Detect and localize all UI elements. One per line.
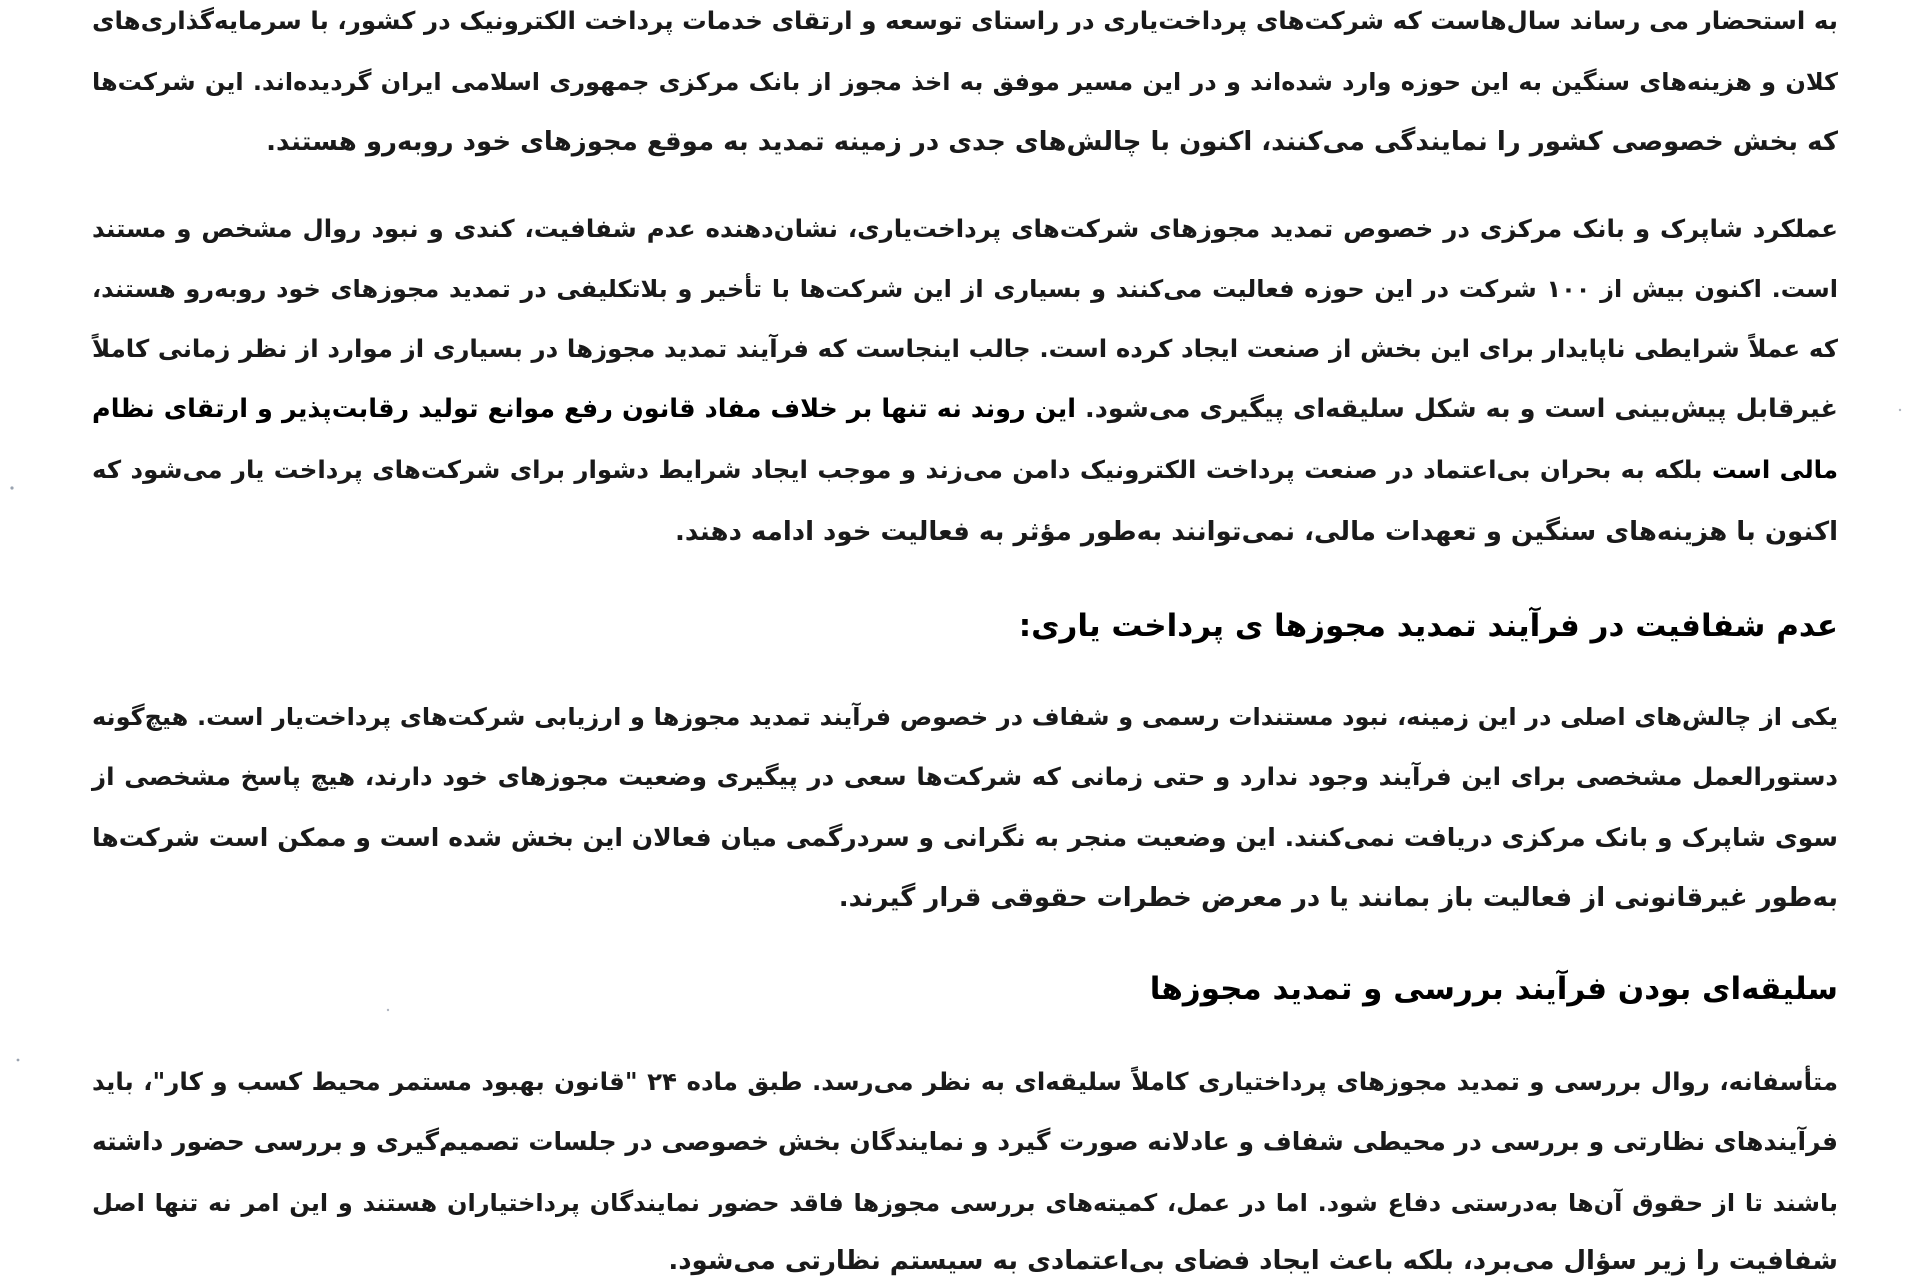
paragraph-3-line-1: یکی از چالش‌های اصلی در این زمینه، نبود مستندات رسمی و شفاف در خصوص فرآیند تمدید مجوزها و ارزیابی شرکت‌های پرداخت‌یار است. هیچ‌گونه — [92, 703, 1838, 731]
section-heading-arbitrary-review: سلیقه‌ای بودن فرآیند بررسی و تمدید مجوزها — [1149, 971, 1838, 1007]
paragraph-2-line-4-emphasis: این روند نه تنها بر خلاف مفاد قانون رفع موانع تولید رقابت‌پذیر و ارتقای نظام — [92, 394, 1076, 424]
paragraph-4-line-2: فرآیندهای نظارتی و بررسی در محیطی شفاف و عادلانه صورت گیرد و نمایندگان بخش خصوصی در جلسات تصمیم‌گیری و بررسی حضور داشته — [92, 1127, 1838, 1156]
paragraph-2-line-3: که عملاً شرایطی ناپایدار برای این بخش از صنعت ایجاد کرده است. جالب اینجاست که فرآیند تمدید مجوزها در بسیاری از موارد از نظر زمانی کاملاً — [92, 334, 1838, 363]
document-page — [92, 0, 1838, 1280]
paragraph-2-line-5-emphasis: مالی است — [1711, 455, 1839, 484]
paragraph-2-line-5-regular: بلکه به بحران بی‌اعتماد در صنعت پرداخت الکترونیک دامن می‌زند و موجب ایجاد شرایط دشوار برای شرکت‌های پرداخت یار می‌شود که — [92, 455, 1703, 484]
paragraph-3-line-3: سوی شاپرک و بانک مرکزی دریافت نمی‌کنند. این وضعیت منجر به نگرانی و سردرگمی میان فعالان این بخش شده است و ممکن است شرکت‌ها — [92, 823, 1838, 852]
paragraph-3-line-2: دستورالعمل مشخصی برای این فرآیند وجود ندارد و حتی زمانی که شرکت‌ها سعی در پیگیری وضعیت مجوزهای خود دارند، هیچ پاسخ مشخصی از — [92, 762, 1838, 791]
paragraph-4-line-3: باشند تا از حقوق آن‌ها به‌درستی دفاع شود. اما در عمل، کمیته‌های بررسی مجوزها فاقد حضور نمایندگان پرداختیاران هستند و این امر نه تنها اصل — [92, 1189, 1838, 1217]
paragraph-2-line-4 — [92, 392, 1838, 426]
paragraph-1-line-3: که بخش خصوصی کشور را نمایندگی می‌کنند، اکنون با چالش‌های جدی در زمینه تمدید به موقع مجوزهای خود روبه‌رو هستند. — [266, 127, 1838, 157]
paragraph-2-line-1: عملکرد شاپرک و بانک مرکزی در خصوص تمدید مجوزهای شرکت‌های پرداخت‌یاری، نشان‌دهنده عدم شفافیت، کندی و نبود روال مشخص و مستند — [92, 214, 1838, 243]
paragraph-1-line-1: به استحضار می رساند سال‌هاست که شرکت‌های پرداخت‌یاری در راستای توسعه و ارتقای خدمات پرداخت الکترونیک در کشور، با سرمایه‌گذاری‌های — [92, 6, 1838, 35]
paragraph-1-line-2: کلان و هزینه‌های سنگین به این حوزه وارد شده‌اند و در این مسیر موفق به اخذ مجوز از بانک مرکزی جمهوری اسلامی ایران گردیده‌اند. این شرکت‌ها — [92, 68, 1838, 96]
section-heading-transparency: عدم شفافیت در فرآیند تمدید مجوزها ی پرداخت یاری: — [1018, 608, 1838, 644]
paragraph-2-line-4-regular: غیرقابل پیش‌بینی است و به شکل سلیقه‌ای پیگیری می‌شود. — [1085, 394, 1838, 424]
paragraph-2-line-2: است. اکنون بیش از ۱۰۰ شرکت در این حوزه فعالیت می‌کنند و بسیاری از این شرکت‌ها با تأخیر و بلاتکلیفی در تمدید مجوزهای خود روبه‌رو هستند، — [92, 275, 1838, 303]
paragraph-4-line-4: شفافیت را زیر سؤال می‌برد، بلکه باعث ایجاد فضای بی‌اعتمادی به سیستم نظارتی می‌شود. — [668, 1246, 1838, 1276]
paragraph-4-line-1: متأسفانه، روال بررسی و تمدید مجوزهای پرداختیاری کاملاً سلیقه‌ای به نظر می‌رسد. طبق ماده ۲۴ "قانون بهبود مستمر محیط کسب و کار"، باید — [92, 1067, 1838, 1096]
paragraph-2-line-6: اکنون با هزینه‌های سنگین و تعهدات مالی، نمی‌توانند به‌طور مؤثر به فعالیت خود ادامه دهند. — [675, 517, 1838, 547]
paragraph-2-line-5 — [92, 453, 1838, 487]
paragraph-3-line-4: به‌طور غیرقانونی از فعالیت باز بمانند یا در معرض خطرات حقوقی قرار گیرند. — [838, 883, 1838, 913]
